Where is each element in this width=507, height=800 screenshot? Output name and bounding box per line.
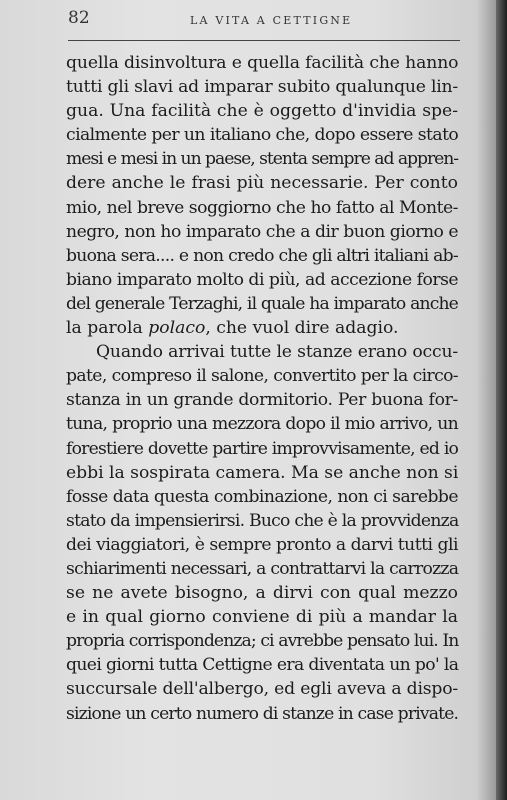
text-fragment: , che vuol dire adagio. [205,318,399,339]
text-line: succursale dell'albergo, ed egli aveva a dispo- [66,679,458,700]
book-spine-shadow [496,0,507,800]
text-line: quei giorni tutta Cettigne era diventata un po' la [66,655,459,676]
text-line: tutti gli slavi ad imparar subito qualunque lin- [66,77,458,98]
text-line: se ne avete bisogno, a dirvi con qual mezzo [66,583,458,604]
text-line: dei viaggiatori, è sempre pronto a darvi tutti gli [66,534,458,555]
paragraph-2 [66,340,458,726]
page-number: 82 [68,8,90,28]
running-title: LA VITA A CETTIGNE [190,14,353,27]
text-line: forestiere dovette partire improvvisamente, ed io [66,438,459,459]
text-line: fosse data questa combinazione, non ci sarebbe [66,486,458,507]
text-line: biano imparato molto di più, ad accezione forse [66,269,459,290]
page-header [0,0,496,50]
text-line: stato da impensierirsi. Buco che è la provvidenza [66,510,459,531]
text-line-last [66,316,458,340]
paragraph-1 [66,51,458,340]
body-text [66,51,458,726]
text-line: del generale Terzaghi, il quale ha imparato anche [66,293,458,314]
text-line: stanza in un grande dormitorio. Per buona for- [66,390,458,411]
text-fragment: la parola [66,318,149,339]
text-line: quella disinvoltura e quella facilità che hanno [66,53,459,73]
text-line: dere anche le frasi più necessarie. Per conto [66,173,458,194]
text-line: mesi e mesi in un paese, stenta sempre ad appren- [66,149,459,170]
italic-word: polaco [148,318,206,339]
text-line: buona sera.... e non credo che gli altri italiani ab- [66,245,458,266]
text-line: Quando arrivai tutte le stanze erano occu- [96,342,458,363]
text-line: tuna, proprio una mezzora dopo il mio arrivo, un [66,414,458,435]
text-line: ebbi la sospirata camera. Ma se anche non si [66,462,459,483]
text-line: e in qual giorno conviene di più a mandar la [66,607,458,628]
text-line: gua. Una facilità che è oggetto d'invidia spe- [66,101,458,122]
text-line: schiarimenti necessari, a contrattarvi la carrozza [66,558,459,579]
text-line: mio, nel breve soggiorno che ho fatto al Monte- [66,197,458,218]
text-line-last: sizione un certo numero di stanze in case private. [66,703,459,724]
text-line: negro, non ho imparato che a dir buon giorno e [66,221,459,242]
text-line: cialmente per un italiano che, dopo essere stato [66,125,459,146]
text-line: propria corrispondenza; ci avrebbe pensato lui. In [66,631,459,652]
text-line: pate, compreso il salone, convertito per la circo- [66,366,458,387]
header-rule [68,40,460,41]
